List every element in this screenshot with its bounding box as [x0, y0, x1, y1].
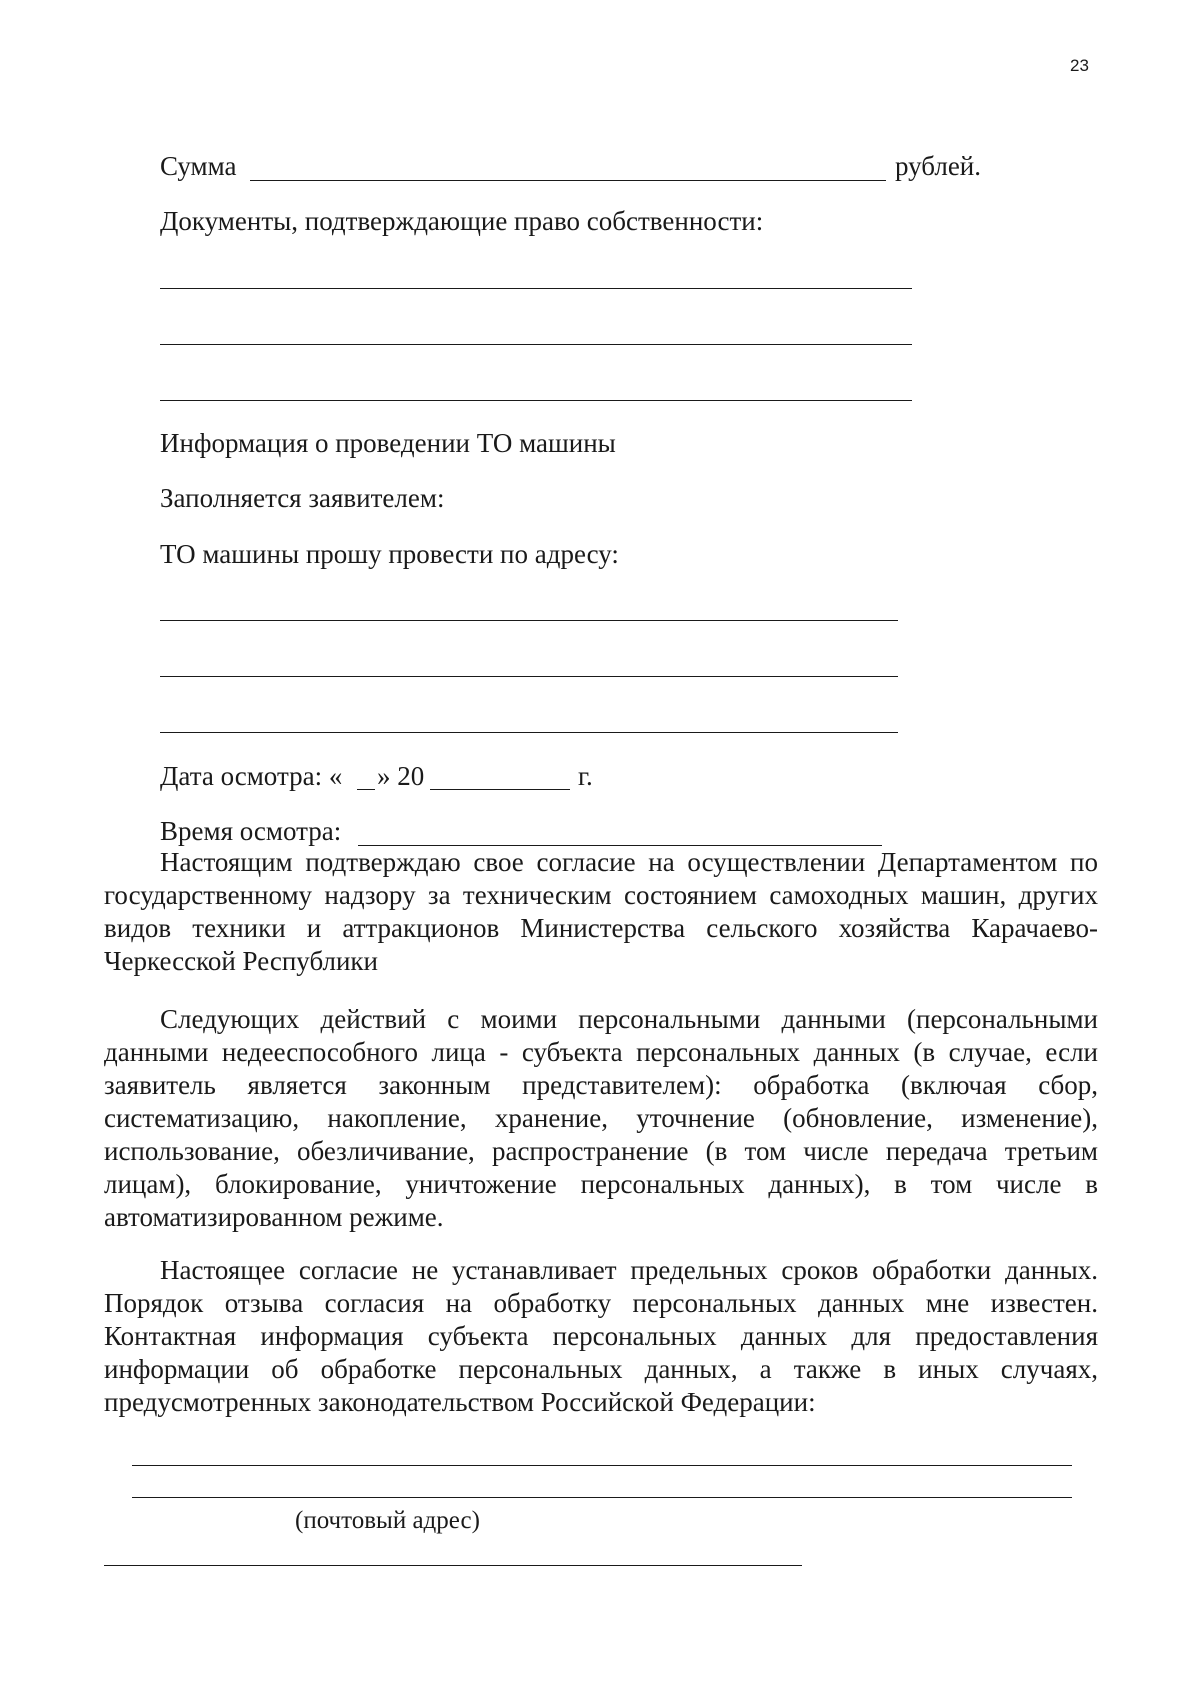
consent-paragraph-1: Настоящим подтверждаю свое согласие на осуществлении Департаментом по государственному надзору за техническим состоянием самоходных машин, других видов техники и аттракционов Министерства сельского хозяйства Карачаево-Черкесской Республики — [104, 847, 1098, 976]
consent-paragraph-3: Настоящее согласие не устанавливает предельных сроков обработки данных. Порядок отзыва согласия на обработку персональных данных мне известен. Контактная информация субъекта персональных данных для предоставления информации об обработке персональных данных, а также в иных случаях, предусмотренных законодательством Российской Федерации: — [104, 1255, 1098, 1417]
ownership-docs-label: Документы, подтверждающие право собственности: — [160, 206, 764, 236]
page-number: 23 — [1070, 56, 1089, 75]
inspection-address-label: ТО машины прошу провести по адресу: — [160, 539, 619, 569]
inspection-title: Информация о проведении ТО машины — [160, 428, 616, 458]
sum-label: Сумма — [160, 151, 237, 181]
address-line-3[interactable] — [160, 732, 898, 733]
postal-line-2[interactable] — [132, 1497, 1072, 1498]
date-mid: » 20 — [377, 761, 425, 791]
date-year-line[interactable] — [430, 789, 570, 790]
consent-paragraph-2: Следующих действий с моими персональными данными (персональными данными недееспособного лица - субъекта персональных данных (в случае, если заявитель является законным представителем): обработка (включая сбор, систематизацию, накопление, хранение, уточнение (обновление, изменение), использование, обезличивание, распространение (в том числе передача третьим лицам), блокирование, уничтожение персональных данных), в том числе в автоматизированном режиме. — [104, 1004, 1098, 1232]
ownership-docs-line-2[interactable] — [160, 344, 912, 345]
date-day-line[interactable] — [357, 789, 375, 790]
date-suffix: г. — [578, 761, 593, 791]
date-label: Дата осмотра: « — [160, 761, 343, 791]
ownership-docs-line-3[interactable] — [160, 400, 912, 401]
inspection-filled-by: Заполняется заявителем: — [160, 483, 445, 513]
signature-line[interactable] — [104, 1565, 802, 1566]
ownership-docs-line-1[interactable] — [160, 288, 912, 289]
time-label: Время осмотра: — [160, 816, 342, 846]
sum-unit: рублей. — [895, 151, 982, 181]
postal-line-1[interactable] — [132, 1465, 1072, 1466]
address-line-2[interactable] — [160, 676, 898, 677]
postal-caption: (почтовый адрес) — [295, 1507, 480, 1534]
sum-input-line[interactable] — [250, 180, 886, 181]
address-line-1[interactable] — [160, 620, 898, 621]
